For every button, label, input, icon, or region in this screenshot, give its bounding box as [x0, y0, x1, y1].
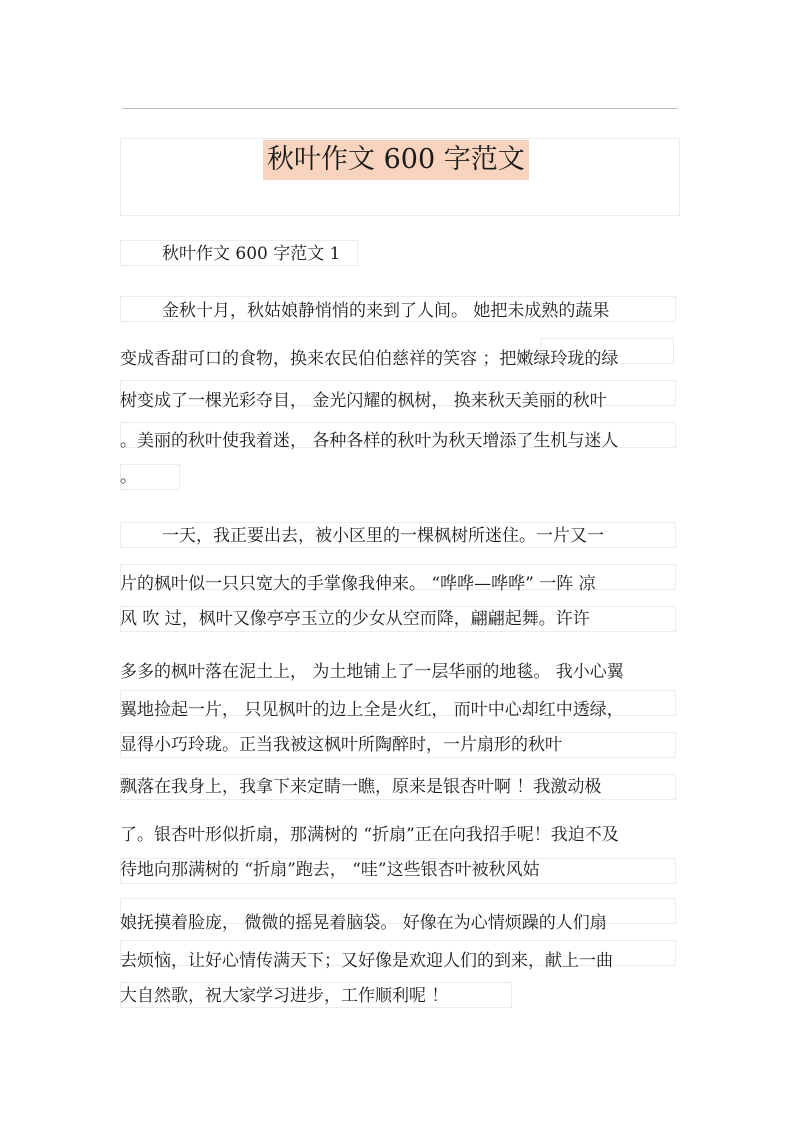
paragraph-line: 片的枫叶似一只只宽大的手掌像我伸来。 “哗哗—哗哗” 一阵 凉	[120, 574, 596, 594]
paragraph-line: 了。银杏叶形似折扇，那满树的 “折扇”正在向我招手呢！我迫不及	[120, 825, 619, 845]
paragraph-line: 树变成了一棵光彩夺目， 金光闪耀的枫树， 换来秋天美丽的秋叶	[120, 391, 607, 411]
paragraph-line: 。美丽的秋叶使我着迷， 各种各样的秋叶为秋天增添了生机与迷人	[120, 431, 619, 451]
paragraph-line: 显得小巧玲珑。正当我被这枫叶所陶醉时，一片扇形的秋叶	[120, 735, 562, 755]
paragraph-line: 变成香甜可口的食物，换来农民伯伯慈祥的笑容 ；把嫩绿玲珑的绿	[120, 349, 619, 369]
paragraph-line: 一天，我正要出去，被小区里的一棵枫树所迷住。一片又一	[162, 526, 604, 546]
paragraph-line: 多多的枫叶落在泥土上， 为土地铺上了一层华丽的地毯。 我小心翼	[120, 662, 624, 682]
paragraph-line: 待地向那满树的 “折扇”跑去， “哇”这些银杏叶被秋风姑	[120, 860, 540, 880]
paragraph-line: 翼地捡起一片， 只见枫叶的边上全是火红， 而叶中心却红中透绿，	[120, 700, 624, 720]
paragraph-line: 金秋十月，秋姑娘静悄悄的来到了人间。 她把未成熟的蔬果	[162, 301, 610, 321]
document-title: 秋叶作文 600 字范文	[263, 140, 529, 180]
paragraph-line: 去烦恼，让好心情传满天下；又好像是欢迎人们的到来，献上一曲	[120, 951, 613, 971]
paragraph-line: 娘抚摸着脸庞， 微微的摇晃着脑袋。 好像在为心情烦躁的人们扇	[120, 913, 607, 933]
paragraph-line: 风 吹 过，枫叶又像亭亭玉立的少女从空而降，翩翩起舞。许许	[120, 609, 590, 629]
paragraph-line: 飘落在我身上，我拿下来定睛一瞧，原来是银杏叶啊 ！我激动极	[120, 777, 602, 797]
top-rule	[122, 108, 678, 109]
subtitle: 秋叶作文 600 字范文 1	[162, 244, 341, 264]
paragraph-line: 。	[120, 467, 137, 487]
paragraph-line: 大自然歌，祝大家学习进步，工作顺利呢 ！	[120, 986, 449, 1006]
